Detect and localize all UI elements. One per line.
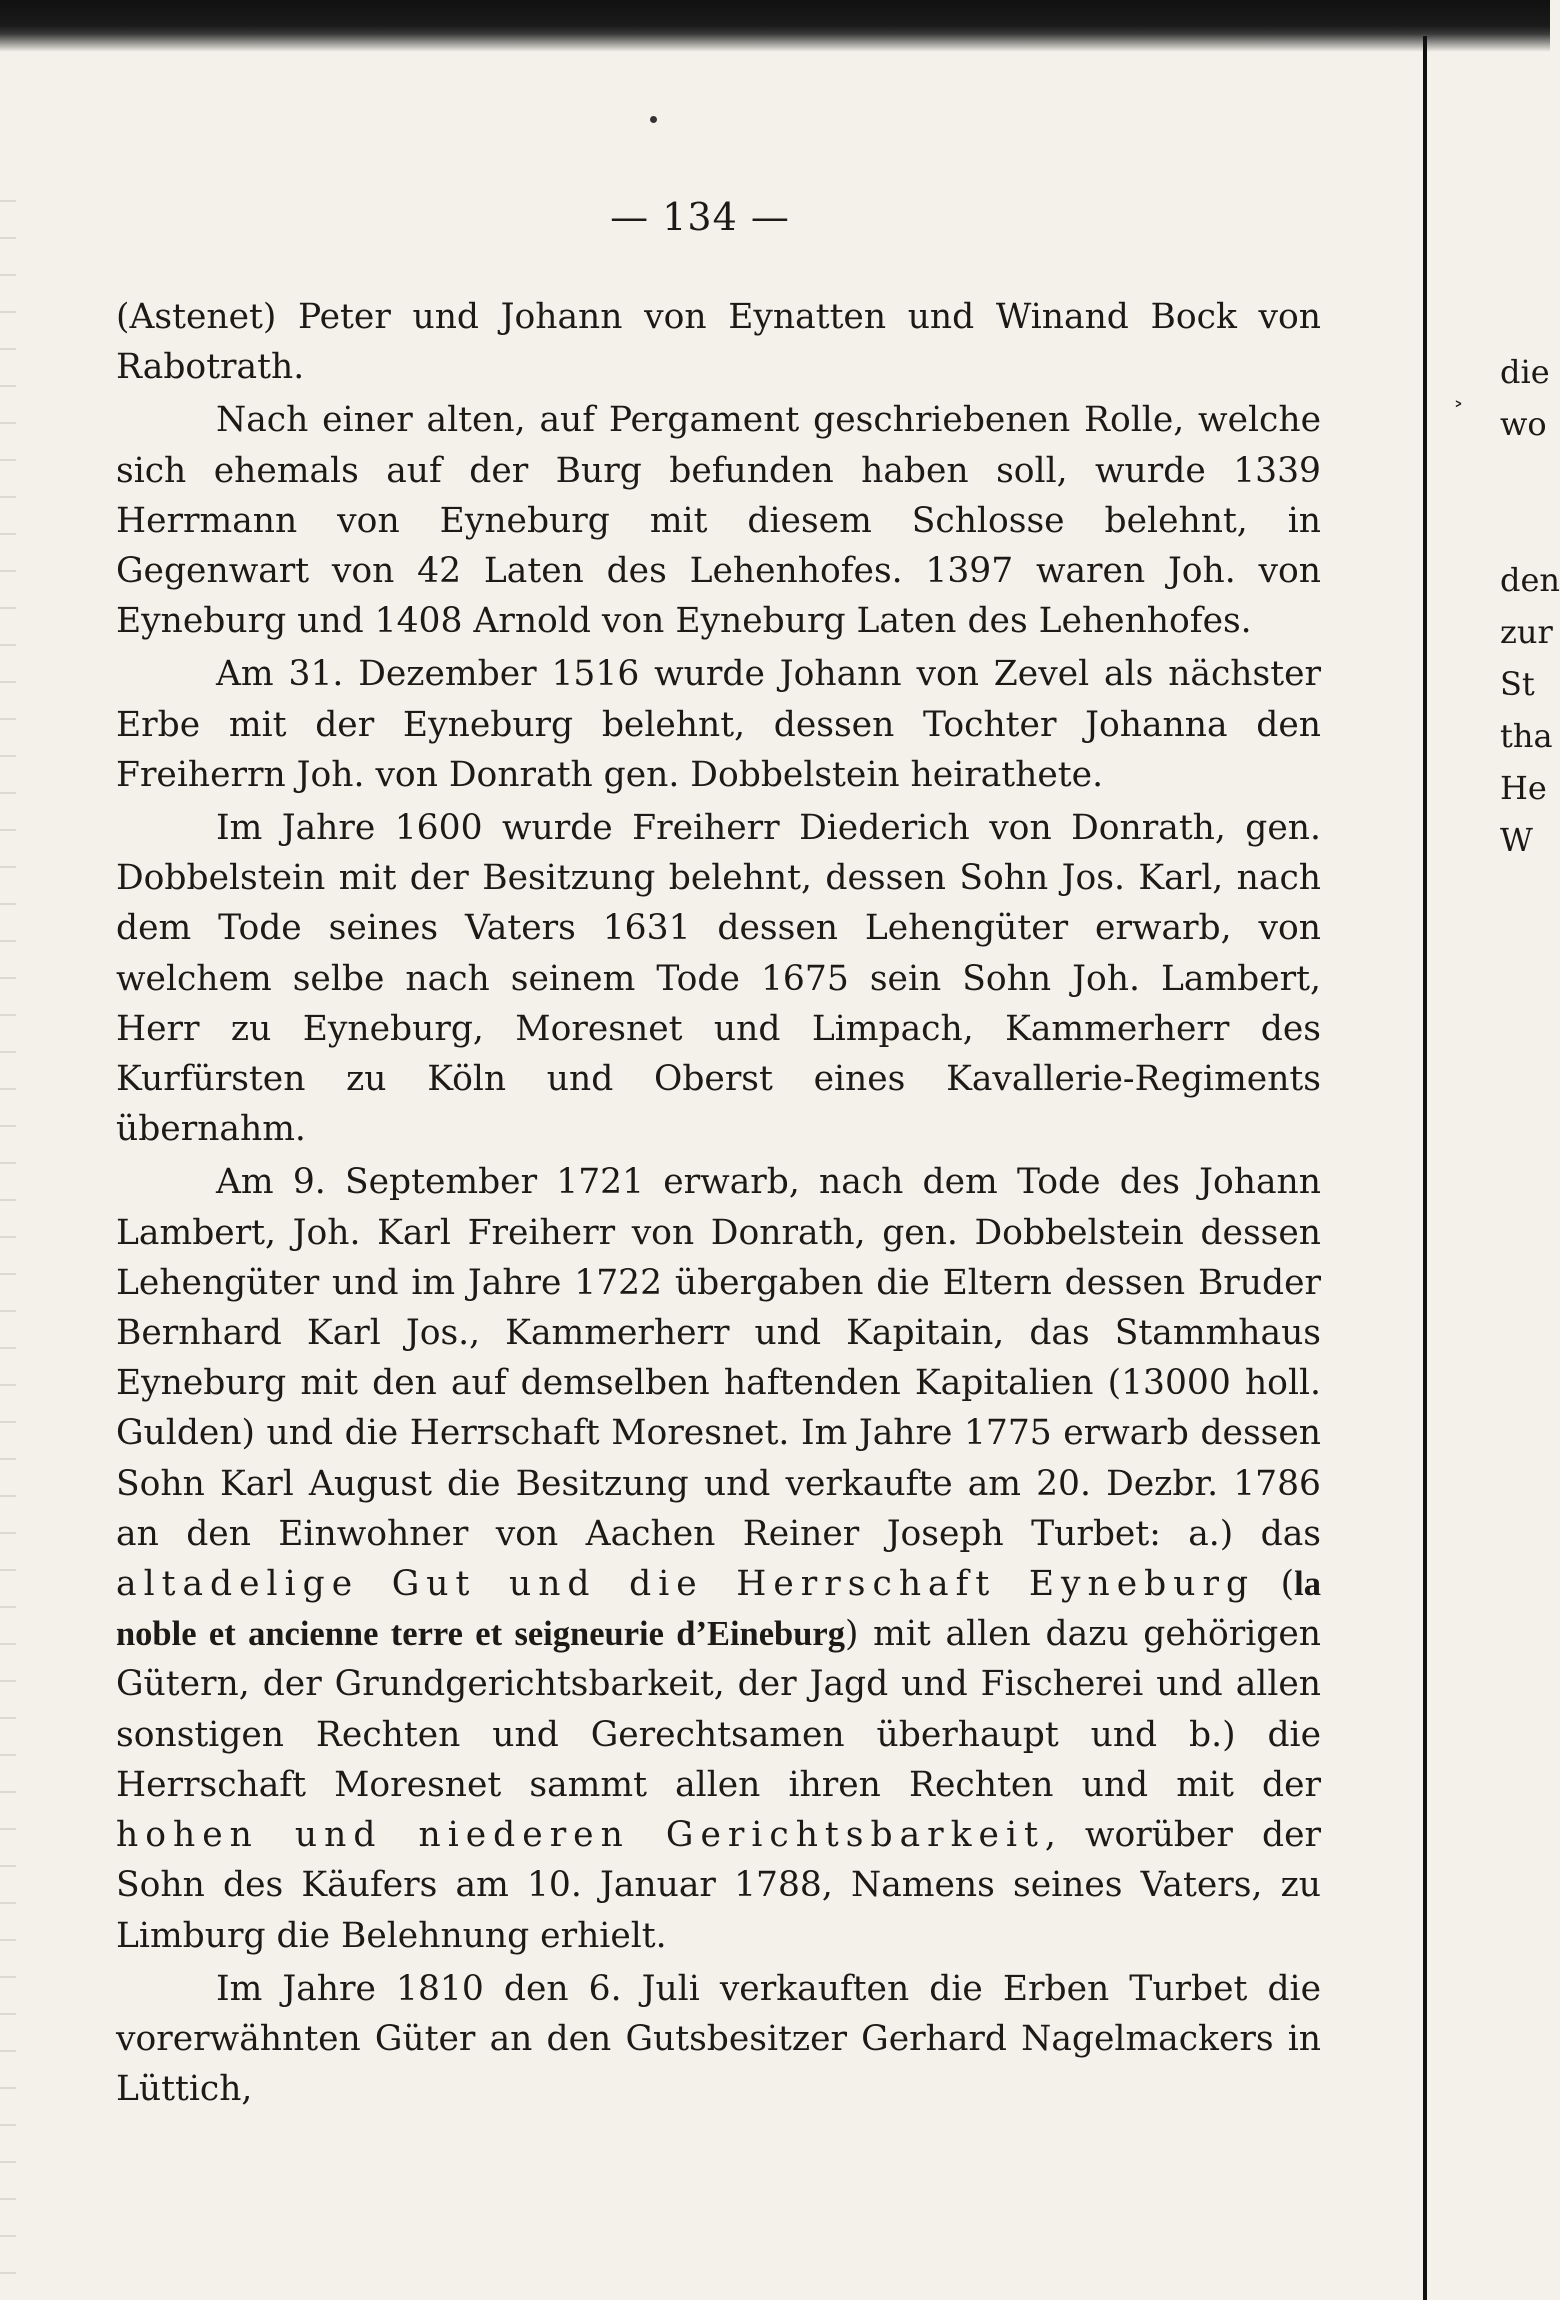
page-body-text: [116, 292, 1321, 2114]
paragraph-text: Nach einer alten, auf Pergament geschriebenen Rolle, welche sich ehemals auf der Burg befunden haben soll, wurde 1339 Herrmann von Eyneburg mit diesem Schlosse belehnt, in Gegenwart von 42 Laten des Lehenhofes. 1397 waren Joh. von Eyneburg und 1408 Arnold von Eyneburg Laten des Lehenhofes.: [116, 400, 1321, 642]
facing-page-fragment: [1500, 346, 1560, 866]
paragraph-text: Im Jahre 1600 wurde Freiherr Diederich von Donrath, gen. Dobbelstein mit der Besitzung belehnt, dessen Sohn Jos. Karl, nach dem Tode seines Vaters 1631 dessen Lehengüter erwarb, von welchem selbe nach seinem Tode 1675 sein Sohn Joh. Lambert, Herr zu Eyneburg, Moresnet und Limpach, Kammerherr des Kurfürsten zu Köln und Oberst eines Kavallerie-Regiments übernahm.: [116, 808, 1321, 1150]
emphasized-text: hohen und niederen Gerichtsbarkeit: [116, 1815, 1045, 1856]
facing-page-line: W: [1500, 821, 1533, 859]
facing-page-line: die: [1500, 353, 1550, 391]
facing-page-line: [1500, 450, 1550, 502]
ink-speck: [650, 116, 657, 123]
facing-page-line: zur: [1500, 613, 1553, 651]
paragraph: [116, 292, 1321, 392]
french-quotation: la noble et ancienne terre et seigneurie d’Eineburg: [116, 1565, 1321, 1654]
paragraph-text: (: [1255, 1564, 1295, 1605]
paragraph-text: Am 31. Dezember 1516 wurde Johann von Zevel als nächster Erbe mit der Eyneburg belehnt, dessen Tochter Johanna den Freiherrn Joh. von Donrath gen. Dobbelstein heirathete.: [116, 654, 1321, 795]
facing-page-line: He: [1500, 769, 1547, 807]
facing-page-line: tha: [1500, 717, 1553, 755]
paragraph: [116, 803, 1321, 1154]
paragraph: [116, 395, 1321, 646]
paragraph-text: Im Jahre 1810 den 6. Juli verkauften die Erben Turbet die vorerwähnten Güter an den Gutsbesitzer Gerhard Nagelmackers in Lüttich,: [116, 1968, 1321, 2110]
paragraph-text: , worüber der Sohn des Käufers am 10. Januar 1788, Namens seines Vaters, zu Limburg die Belehnung erhielt.: [116, 1815, 1321, 1956]
paragraph-text: Am 9. September 1721 erwarb, nach dem Tode des Johann Lambert, Joh. Karl Freiherr von Donrath, gen. Dobbelstein dessen Lehengüter und im Jahre 1722 übergaben die Eltern dessen Bruder Bernhard Karl Jos., Kammerherr und Kapitain, das Stammhaus Eyneburg mit den auf demselben haftenden Kapitalien (13000 holl. Gulden) und die Herrschaft Moresnet. Im Jahre 1775 erwarb dessen Sohn Karl August die Besitzung und verkaufte am 20. Dezbr. 1786 an den Einwohner von Aachen Reiner Joseph Turbet: a.) das: [116, 1162, 1321, 1554]
emphasized-text: altadelige Gut und die Herrschaft Eyneburg: [116, 1564, 1256, 1605]
paragraph: [116, 1157, 1321, 1960]
margin-mark: ˃: [1453, 400, 1464, 425]
paragraph: [116, 1964, 1321, 2115]
paragraph: [116, 649, 1321, 800]
paragraph-text: ) mit allen dazu gehörigen Gütern, der Grundgerichtsbarkeit, der Jagd und Fischerei und allen sonstigen Rechten und Gerechtsamen überhaupt und b.) die Herrschaft Moresnet sammt allen ihren Rechten und mit der: [116, 1614, 1321, 1805]
facing-page-line: wo: [1500, 405, 1547, 443]
facing-page-line: St: [1500, 665, 1535, 703]
facing-page-line: [1500, 502, 1550, 554]
scan-edge-noise: [0, 200, 16, 2300]
page-top-shadow: [0, 0, 1550, 52]
book-gutter: [1423, 36, 1427, 2300]
paragraph-text: (Astenet) Peter und Johann von Eynatten und Winand Bock von Rabotrath.: [116, 297, 1321, 388]
page-number: — 134 —: [610, 195, 790, 239]
facing-page-line: den: [1500, 561, 1560, 599]
